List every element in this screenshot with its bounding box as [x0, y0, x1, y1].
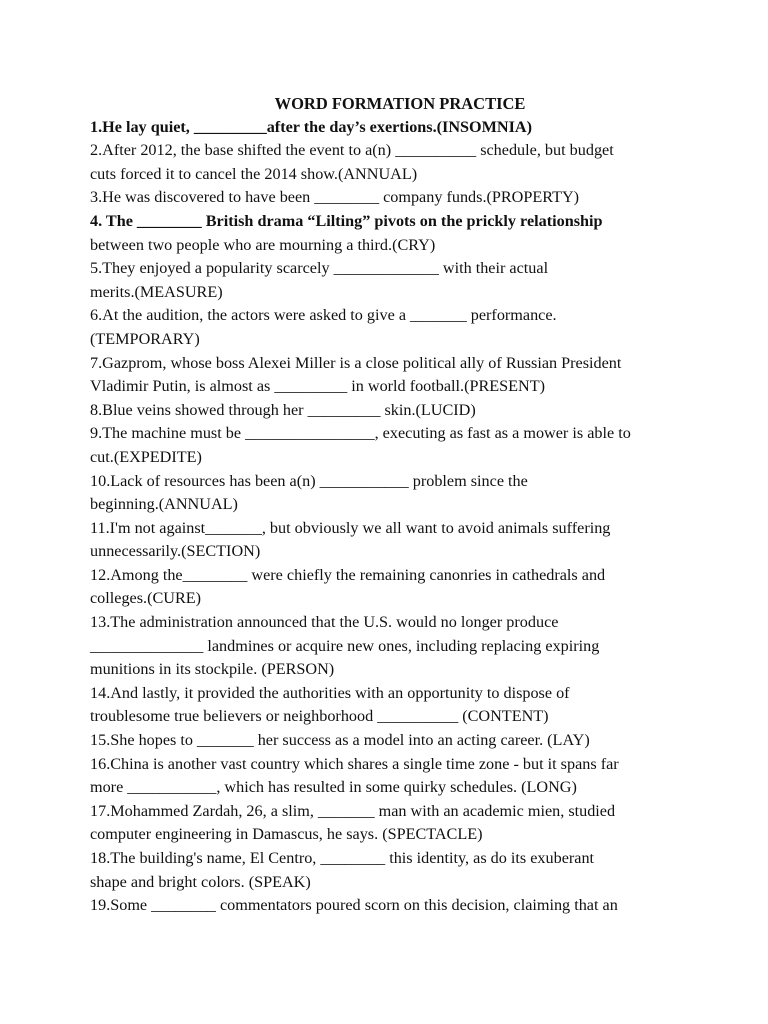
- exercise-line: between two people who are mourning a third.(CRY): [90, 235, 436, 254]
- exercise-line: 10.Lack of resources has been a(n) ___________ problem since the: [90, 471, 528, 490]
- exercise-line: 19.Some ________ commentators poured scorn on this decision, claiming that an: [90, 896, 618, 915]
- exercise-line: 5.They enjoyed a popularity scarcely _____________ with their actual: [90, 259, 549, 278]
- exercise-line: 8.Blue veins showed through her _________ skin.(LUCID): [90, 400, 476, 419]
- exercise-lines: [90, 116, 690, 918]
- exercise-line: cuts forced it to cancel the 2014 show.(ANNUAL): [90, 164, 418, 183]
- exercise-line: 11.I'm not against_______, but obviously we all want to avoid animals suffering: [90, 518, 611, 537]
- exercise-line: 6.At the audition, the actors were asked to give a _______ performance.: [90, 306, 557, 325]
- exercise-line: 3.He was discovered to have been ________ company funds.(PROPERTY): [90, 188, 580, 207]
- exercise-line: 18.The building's name, El Centro, ________ this identity, as do its exuberant: [90, 849, 595, 867]
- exercise-line: 9.The machine must be ________________, executing as fast as a mower is able to: [90, 424, 631, 443]
- exercise-line: more ___________, which has resulted in some quirky schedules. (LONG): [90, 778, 577, 797]
- exercise-line: 7.Gazprom, whose boss Alexei Miller is a close political ally of Russian President: [90, 353, 622, 372]
- exercise-line: cut.(EXPEDITE): [90, 447, 202, 466]
- worksheet-body: [90, 92, 690, 918]
- exercise-line: merits.(MEASURE): [90, 282, 223, 301]
- exercise-line: 15.She hopes to _______ her success as a model into an acting career. (LAY): [90, 731, 590, 750]
- exercise-line: 16.China is another vast country which shares a single time zone - but it spans far: [90, 754, 619, 773]
- exercise-line: 17.Mohammed Zardah, 26, a slim, _______ man with an academic mien, studied: [90, 801, 616, 820]
- exercise-line: colleges.(CURE): [90, 589, 202, 608]
- exercise-line: shape and bright colors. (SPEAK): [90, 872, 311, 891]
- exercise-line: 1.He lay quiet, _________after the day’s exertions.(INSOMNIA): [90, 117, 532, 136]
- exercise-line: (TEMPORARY): [90, 329, 200, 348]
- exercise-line: computer engineering in Damascus, he says. (SPECTACLE): [90, 825, 483, 844]
- exercise-line: 4. The ________ British drama “Lilting” pivots on the prickly relationship: [90, 211, 603, 230]
- exercise-line: 2.After 2012, the base shifted the event to a(n) __________ schedule, but budget: [90, 141, 614, 160]
- exercise-line: ______________ landmines or acquire new ones, including replacing expiring: [90, 636, 600, 655]
- exercise-line: Vladimir Putin, is almost as _________ in world football.(PRESENT): [90, 377, 546, 396]
- exercise-line: unnecessarily.(SECTION): [90, 542, 261, 561]
- exercise-line: beginning.(ANNUAL): [90, 495, 238, 514]
- exercise-line: 13.The administration announced that the U.S. would no longer produce: [90, 613, 559, 632]
- exercise-line: troublesome true believers or neighborhood __________ (CONTENT): [90, 707, 549, 726]
- exercise-line: 14.And lastly, it provided the authorities with an opportunity to dispose of: [90, 683, 570, 702]
- exercise-line: 12.Among the________ were chiefly the remaining canonries in cathedrals and: [90, 565, 606, 584]
- exercise-line: munitions in its stockpile. (PERSON): [90, 660, 335, 679]
- worksheet-title: WORD FORMATION PRACTICE: [274, 94, 526, 113]
